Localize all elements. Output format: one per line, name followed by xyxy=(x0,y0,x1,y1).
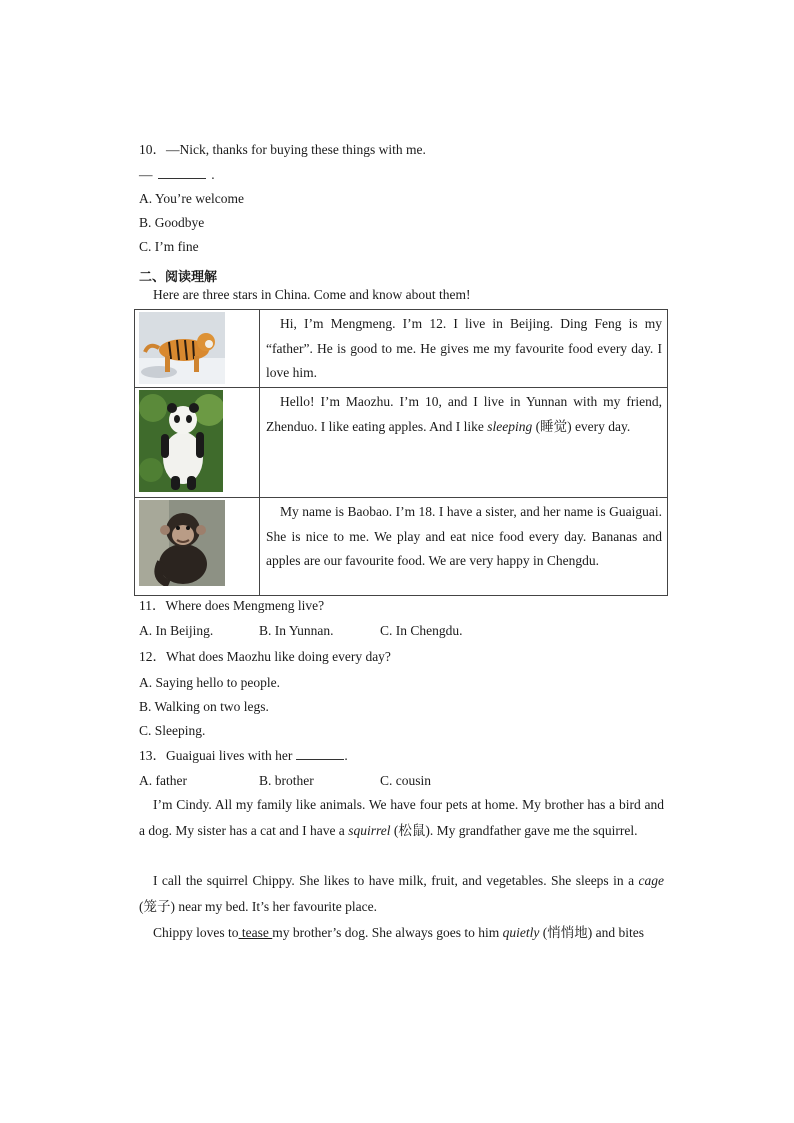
underlined-word: tease xyxy=(238,925,273,940)
table-row xyxy=(135,388,668,498)
question-number: 12． xyxy=(139,649,166,664)
passage-text: (松鼠). My grandfather gave me the squirrel. xyxy=(390,822,638,838)
star-description: My name is Baobao. I’m 18. I have a sister, and her name is Guaiguai. She is nice to me. We play and eat nice food every day. Bananas and apples are our favourite food. We are very happy in Chengdu. xyxy=(260,498,668,596)
star-text: (睡觉) every day. xyxy=(532,418,631,434)
question-number: 11． xyxy=(139,598,166,613)
question-prompt: —Nick, thanks for buying these things with me. xyxy=(166,142,426,157)
italic-word: sleeping xyxy=(487,418,533,434)
question-prompt: Guaiguai lives with her xyxy=(166,748,293,763)
option-c: C. In Chengdu. xyxy=(380,623,463,638)
option-b: B. Goodbye xyxy=(139,215,205,230)
tiger-photo xyxy=(139,312,225,384)
passage-text: (笼子) near my bed. It’s her favourite place. xyxy=(139,898,378,914)
star-description: Hi, I’m Mengmeng. I’m 12. I live in Beijing. Ding Feng is my “father”. He is good to me. He gives me my favourite food every day. I love him. xyxy=(260,310,668,388)
question-number: 10． xyxy=(139,142,166,157)
answer-blank[interactable] xyxy=(158,166,206,179)
section-title: 二、阅读理解 xyxy=(139,270,218,285)
image-cell xyxy=(135,310,260,388)
answer-blank[interactable] xyxy=(296,747,344,760)
passage-text: I’m Cindy. All my family like animals. We have four pets at home. My brother has a bird and a dog. My sister has a cat and I have a xyxy=(139,797,664,838)
question-13 xyxy=(139,747,348,765)
question-10 xyxy=(139,141,426,159)
italic-word: squirrel xyxy=(348,822,391,838)
question-number: 13． xyxy=(139,748,166,763)
italic-word: quietly xyxy=(502,925,540,940)
dash: — xyxy=(139,167,153,182)
option-a: A. In Beijing. xyxy=(139,623,214,638)
image-cell xyxy=(135,388,260,498)
passage-paragraph-2 xyxy=(139,868,664,919)
option-b: B. In Yunnan. xyxy=(259,623,334,638)
question-prompt: What does Maozhu like doing every day? xyxy=(166,649,391,664)
passage-text: I call the squirrel Chippy. She likes to have milk, fruit, and vegetables. She sleeps in a xyxy=(153,873,639,888)
option-c: C. Sleeping. xyxy=(139,723,206,738)
option-b: B. brother xyxy=(259,773,314,788)
italic-word: cage xyxy=(638,873,664,888)
option-a: A. Saying hello to people. xyxy=(139,675,280,690)
star-description xyxy=(260,388,668,498)
star-text: Hello! I’m Maozhu. I’m 10, and I live in Yunnan with my friend, Zhenduo. I like eating apples. And I like xyxy=(266,394,662,434)
passage-text: Chippy loves to xyxy=(153,925,239,940)
table-row xyxy=(135,310,668,388)
option-b: B. Walking on two legs. xyxy=(139,699,269,714)
period: . xyxy=(344,748,348,763)
option-a: A. You’re welcome xyxy=(139,191,244,206)
image-cell xyxy=(135,498,260,596)
passage-paragraph-1 xyxy=(139,792,664,843)
stars-table xyxy=(134,309,668,596)
table-row xyxy=(135,498,668,596)
chimpanzee-photo xyxy=(139,500,225,586)
question-12 xyxy=(139,648,391,666)
passage-text: my brother’s dog. She always goes to him xyxy=(272,925,503,940)
option-a: A. father xyxy=(139,773,187,788)
passage-paragraph-3 xyxy=(139,920,664,946)
question-prompt: Where does Mengmeng live? xyxy=(165,598,325,613)
reading-intro: Here are three stars in China. Come and know about them! xyxy=(153,287,471,302)
option-c: C. cousin xyxy=(380,773,432,788)
option-c: C. I’m fine xyxy=(139,239,199,254)
answer-line xyxy=(139,166,215,184)
panda-photo xyxy=(139,390,223,492)
passage-text: (悄悄地) and bites xyxy=(539,925,644,940)
question-11 xyxy=(139,597,324,615)
period: . xyxy=(211,167,215,182)
